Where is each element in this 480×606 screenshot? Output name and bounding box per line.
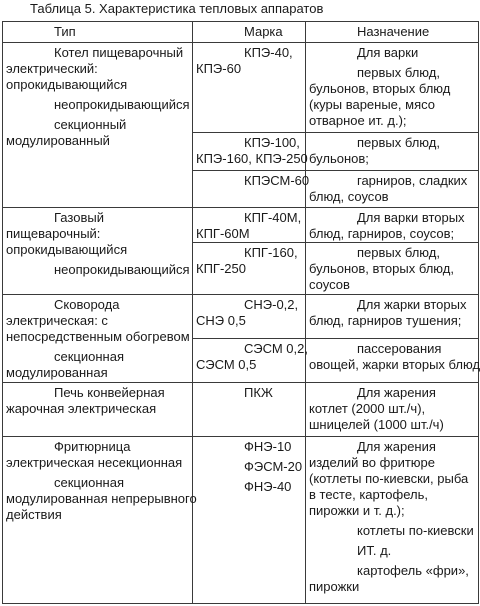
model-line: СЭСМ 0,2, [244,341,308,356]
equipment-type-cell [3,383,193,437]
type-paragraph [6,210,189,258]
purpose-line: пирожки [309,579,360,594]
model-line: ФНЭ-40 [244,479,292,494]
purpose-line: котлет (2000 шт./ч), [309,401,426,416]
equipment-type-cell [3,295,193,383]
model-paragraph [196,45,302,77]
model-paragraph [196,385,302,401]
type-line: пищеварочный: [6,226,101,241]
purpose-paragraph [309,45,475,61]
type-line: неопрокидывающийся [54,262,190,277]
purpose-line: Для жарения [357,439,436,454]
purpose-paragraph [309,523,475,539]
header-purpose-label: Назначение [357,24,430,39]
purpose-line: первых блюд, [357,135,440,150]
purpose-paragraph [309,439,475,519]
model-paragraph [196,210,302,242]
type-line: опрокидывающийся [6,77,128,92]
header-model-label: Марка [244,24,283,39]
purpose-line: (куры вареные, мясо [309,97,435,112]
model-line: КПЭ-160, КПЭ-250 [196,151,308,166]
row-gas-boiler [3,208,479,243]
model-paragraph [196,297,302,329]
model-paragraph [196,439,302,455]
type-paragraph [6,475,197,523]
model-paragraph [196,459,302,475]
type-line: жарочная электрическая [6,401,157,416]
purpose-cell [306,295,479,339]
type-paragraph [6,439,189,471]
purpose-line: блюд, гарниров тушения; [309,313,462,328]
purpose-line: пассерования [357,341,442,356]
model-paragraph [196,135,308,167]
model-line: КПГ-160, [244,245,298,260]
purpose-line: Для жарения [357,385,436,400]
heating-equipment-table [2,21,479,604]
purpose-cell [306,437,479,604]
model-cell [193,295,306,339]
row-frying-pan [3,295,479,339]
model-cell [193,208,306,243]
purpose-paragraph [309,245,475,293]
model-line: ФЭСМ-20 [244,459,303,474]
model-line: КПЭСМ-60 [244,173,310,188]
model-cell [193,339,306,383]
model-line: СНЭ-0,2, [244,297,299,312]
row-electric-boiler [3,43,479,133]
equipment-type-cell [3,437,197,604]
purpose-line: гарниров, сладких [357,173,468,188]
header-type-label: Тип [54,24,76,39]
purpose-line: изделий во фритюре [309,455,435,470]
purpose-line: отварное ит. д.); [309,113,407,128]
purpose-cell [306,171,479,208]
purpose-paragraph [309,563,475,595]
type-line: модулированная [6,365,108,380]
model-cell [193,43,306,133]
purpose-paragraph [309,65,475,129]
model-line: КПГ-250 [196,261,246,276]
purpose-cell [306,43,479,133]
header-type-cell [3,22,193,43]
purpose-paragraph [309,210,475,242]
type-line: секционная [54,475,124,490]
purpose-line: шницелей (1000 шт./ч) [309,417,444,432]
purpose-paragraph [309,543,475,559]
model-line: СНЭ 0,5 [196,313,246,328]
model-line: КПЭ-60 [196,61,242,76]
type-line: секционный [54,117,127,132]
purpose-line: Для варки вторых [357,210,465,225]
model-cell [193,171,310,208]
purpose-line: бульонов; [309,151,369,166]
type-line: опрокидывающийся [6,242,128,257]
type-line: Фритюрница [54,439,131,454]
row-conveyor-oven [3,383,479,437]
type-line: Котел пищеварочный [54,45,184,60]
type-paragraph [6,262,189,278]
type-line: электрическая: с [6,313,108,328]
purpose-line: Для жарки вторых [357,297,467,312]
model-line: КПЭ-40, [244,45,293,60]
purpose-line: в тесте, картофель, [309,487,428,502]
type-line: Сковорода [54,297,120,312]
type-line: действия [6,507,62,522]
equipment-type-cell [3,43,193,208]
model-cell [193,243,306,295]
header-purpose-cell [306,22,479,43]
purpose-paragraph [309,297,475,329]
equipment-type-cell [3,208,193,295]
model-cell [193,133,306,171]
purpose-line: (котлеты по-киевски, рыба [309,471,469,486]
purpose-line: пирожки и т. д.); [309,503,405,518]
type-line: модулированная непрерывного [6,491,197,506]
purpose-line: соусов [309,277,350,292]
purpose-line: блюд, гарниров, соусов; [309,226,455,241]
type-line: Газовый [54,210,104,225]
purpose-cell [306,339,479,383]
purpose-line: картофель «фри», [357,563,469,578]
header-row [3,22,479,43]
type-line: неопрокидывающийся [54,97,190,112]
purpose-line: овощей, жарки вторых блюд [309,357,480,372]
purpose-cell [306,383,479,437]
type-paragraph [6,117,189,149]
purpose-line: бульонов, вторых блюд, [309,261,454,276]
model-line: ПКЖ [244,385,273,400]
purpose-line: первых блюд, [357,65,440,80]
type-line: непосредственным обогревом [6,329,190,344]
model-line: КПГ-40М, [244,210,302,225]
model-paragraph [196,245,302,277]
type-paragraph [6,297,189,345]
model-line: КПЭ-100, [244,135,300,150]
purpose-paragraph [309,385,475,433]
table-header [3,22,479,43]
purpose-cell [306,208,479,243]
purpose-line: бульонов, вторых блюд [309,81,451,96]
purpose-line: блюд, соусов [309,189,389,204]
purpose-paragraph [309,341,480,373]
model-line: ФНЭ-10 [244,439,292,454]
purpose-cell [306,243,479,295]
purpose-line: Для варки [357,45,419,60]
type-paragraph [6,349,189,381]
purpose-cell [306,133,479,171]
purpose-paragraph [309,135,475,167]
model-paragraph [196,479,302,495]
purpose-paragraph [309,173,475,205]
header-model-cell [193,22,306,43]
type-line: электрический: [6,61,98,76]
model-paragraph [196,173,310,189]
model-line: СЭСМ 0,5 [196,357,257,372]
type-paragraph [6,97,189,113]
type-line: модулированный [6,133,110,148]
model-cell [193,437,306,604]
type-line: секционная [54,349,124,364]
type-paragraph [6,385,189,417]
type-line: Печь конвейерная [54,385,165,400]
model-cell [193,383,306,437]
type-line: электрическая несекционная [6,455,183,470]
table-body [3,43,479,604]
purpose-line: ИТ. д. [357,543,392,558]
purpose-line: первых блюд, [357,245,440,260]
row-deep-fryer [3,437,479,604]
table-caption: Таблица 5. Характеристика тепловых аппаратов [30,1,324,16]
model-line: КПГ-60М [196,226,250,241]
type-paragraph [6,45,189,93]
purpose-line: котлеты по-киевски [357,523,474,538]
model-paragraph [196,341,308,373]
